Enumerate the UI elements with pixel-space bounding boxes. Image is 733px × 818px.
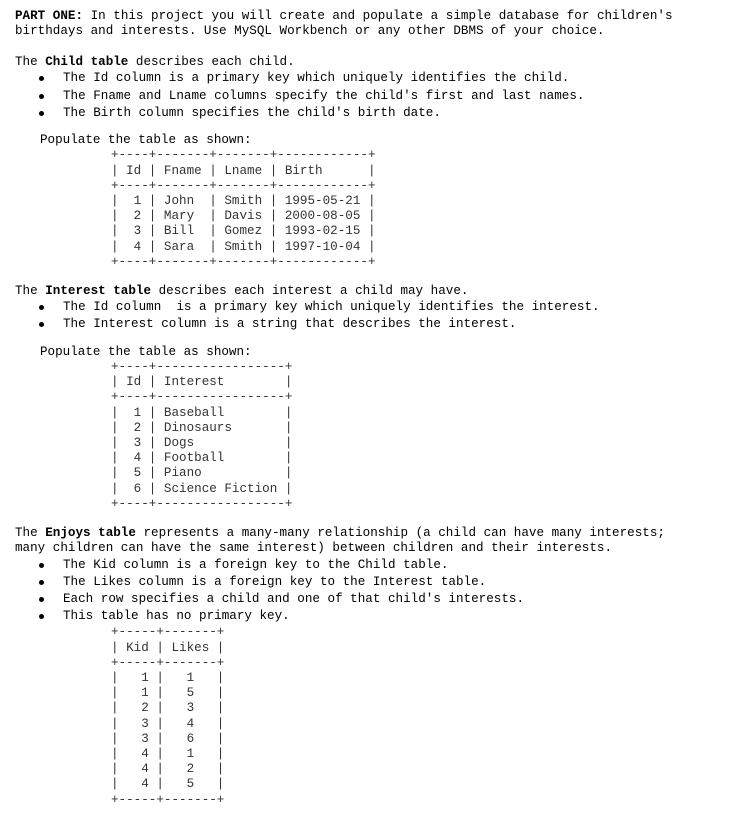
interest-table-heading: The Interest table describes each interest a child may have. [15, 283, 469, 298]
bullet-icon [39, 597, 44, 602]
enjoys-bullet-list [15, 557, 727, 626]
interest-populate-instruction: Populate the table as shown: [40, 344, 252, 359]
intro-line-2: birthdays and interests. Use MySQL Workbench or any other DBMS of your choice. [15, 24, 605, 39]
list-item: The Interest column is a string that describes the interest. [15, 316, 727, 333]
bullet-icon [39, 305, 44, 310]
child-ascii-table: +----+-------+-------+------------+ | Id | Fname | Lname | Birth | +----+-------+-------+------------+ | 1 | John | Smith | 1995-05-21 | | 2 | Mary | Davis | 2000-08-05 | | 3 | Bill | Gomez | 1993-02-15 | | 4 | Sara | Smith | 1997-10-04 | +----+-------+-------+------------+ [111, 148, 376, 269]
list-item: The Likes column is a foreign key to the Interest table. [15, 574, 727, 591]
child-bullet-list [15, 70, 727, 122]
list-item: The Fname and Lname columns specify the child's first and last names. [15, 88, 727, 105]
interest-ascii-table: +----+-----------------+ | Id | Interest | +----+-----------------+ | 1 | Baseball | | 2 | Dinosaurs | | 3 | Dogs | | 4 | Football | | 5 | Piano | | 6 | Science Fiction | +----+-----------------+ [111, 359, 293, 511]
list-item: Each row specifies a child and one of that child's interests. [15, 591, 727, 608]
bullet-icon [39, 563, 44, 568]
bullet-icon [39, 614, 44, 619]
list-item: The Id column is a primary key which uniquely identifies the interest. [15, 299, 727, 316]
interest-table-name: Interest table [45, 283, 152, 298]
bullet-icon [39, 94, 44, 99]
child-table-name: Child table [45, 55, 129, 70]
list-item: The Birth column specifies the child's birth date. [15, 105, 727, 122]
list-item: The Kid column is a foreign key to the Child table. [15, 557, 727, 574]
bullet-icon [39, 111, 44, 116]
intro-text-1: In this project you will create and populate a simple database for children's [83, 9, 673, 23]
child-table-heading: The Child table describes each child. [15, 55, 295, 70]
list-item: The Id column is a primary key which uniquely identifies the child. [15, 70, 727, 87]
part-one-label: PART ONE: [15, 9, 84, 23]
intro-line-1 [15, 9, 727, 24]
interest-bullet-list [15, 299, 727, 333]
bullet-icon [39, 322, 44, 327]
enjoys-table-heading: The Enjoys table represents a many-many relationship (a child can have many interests; [15, 525, 665, 540]
enjoys-ascii-table: +-----+-------+ | Kid | Likes | +-----+-------+ | 1 | 1 | | 1 | 5 | | 2 | 3 | | 3 | 4 | | 3 | 6 | | 4 | 1 | | 4 | 2 | | 4 | 5 | +-----+-------+ [111, 625, 225, 807]
enjoys-heading-line-2: many children can have the same interest) between children and their interests. [15, 541, 613, 556]
bullet-icon [39, 580, 44, 585]
list-item: This table has no primary key. [15, 608, 727, 625]
enjoys-table-name: Enjoys table [45, 525, 136, 540]
child-populate-instruction: Populate the table as shown: [40, 133, 252, 147]
document-page [15, 9, 727, 808]
bullet-icon [39, 76, 44, 81]
